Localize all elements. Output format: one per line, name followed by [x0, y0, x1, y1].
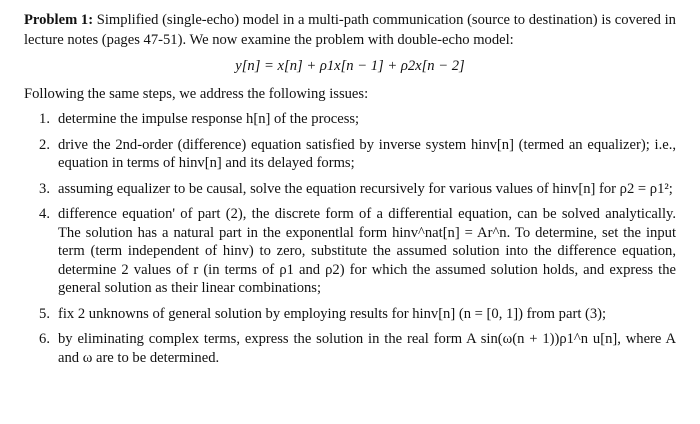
list-item [24, 110, 676, 129]
item-number: 4. [39, 206, 50, 222]
steps-intro: Following the same steps, we address the following issues: [24, 86, 369, 102]
item-number: 3. [39, 180, 50, 197]
problem-intro [24, 10, 676, 50]
item-text: drive the 2nd-order (difference) equation satisfied by inverse system hinv[n] (termed an equalizer); i.e., equation in terms of hinv[n] and its delayed forms; [58, 136, 676, 171]
item-text: difference equation' of part (2), the discrete form of a differential equation, can be solved analytically. The solution has a natural part in the exponentlal form hinv^nat[n] = Ar^n. To determine, set the input term (term independent of hinv) to zero, substitute the assumed solution into the difference equation, determine 2 values of r (in terms of ρ1 and ρ2) for which the assumed solution holds, and express the general solution as their linear combinations; [58, 206, 676, 296]
problem-intro-text: Simplified (single-echo) model in a multi-path communication (source to destination) is covered in lecture notes (pages 47-51). We now examine the problem with double-echo model: [24, 12, 676, 48]
list-item [24, 136, 676, 173]
item-text: determine the impulse response h[n] of the process; [58, 111, 360, 127]
item-text: fix 2 unknowns of general solution by employing results for hinv[n] (n = [0, 1]) from part (3); [58, 305, 607, 322]
list-item [24, 205, 676, 298]
item-number: 6. [39, 331, 50, 347]
list-item [24, 180, 676, 199]
problem-label: Problem 1: [24, 12, 94, 28]
item-number: 5. [39, 305, 50, 322]
list-item [24, 330, 676, 367]
item-number: 2. [39, 136, 50, 153]
model-equation: y[n] = x[n] + ρ1x[n − 1] + ρ2x[n − 2] [235, 58, 465, 74]
item-number: 1. [39, 111, 50, 127]
item-text: assuming equalizer to be causal, solve the equation recursively for various values of hinv[n] for ρ2 = ρ1²; [58, 180, 673, 197]
issue-list [24, 110, 676, 367]
item-text: by eliminating complex terms, express the solution in the real form A sin(ω(n + 1))ρ1^n u[n], where A and ω are to be determined. [58, 331, 676, 366]
list-item [24, 305, 676, 324]
